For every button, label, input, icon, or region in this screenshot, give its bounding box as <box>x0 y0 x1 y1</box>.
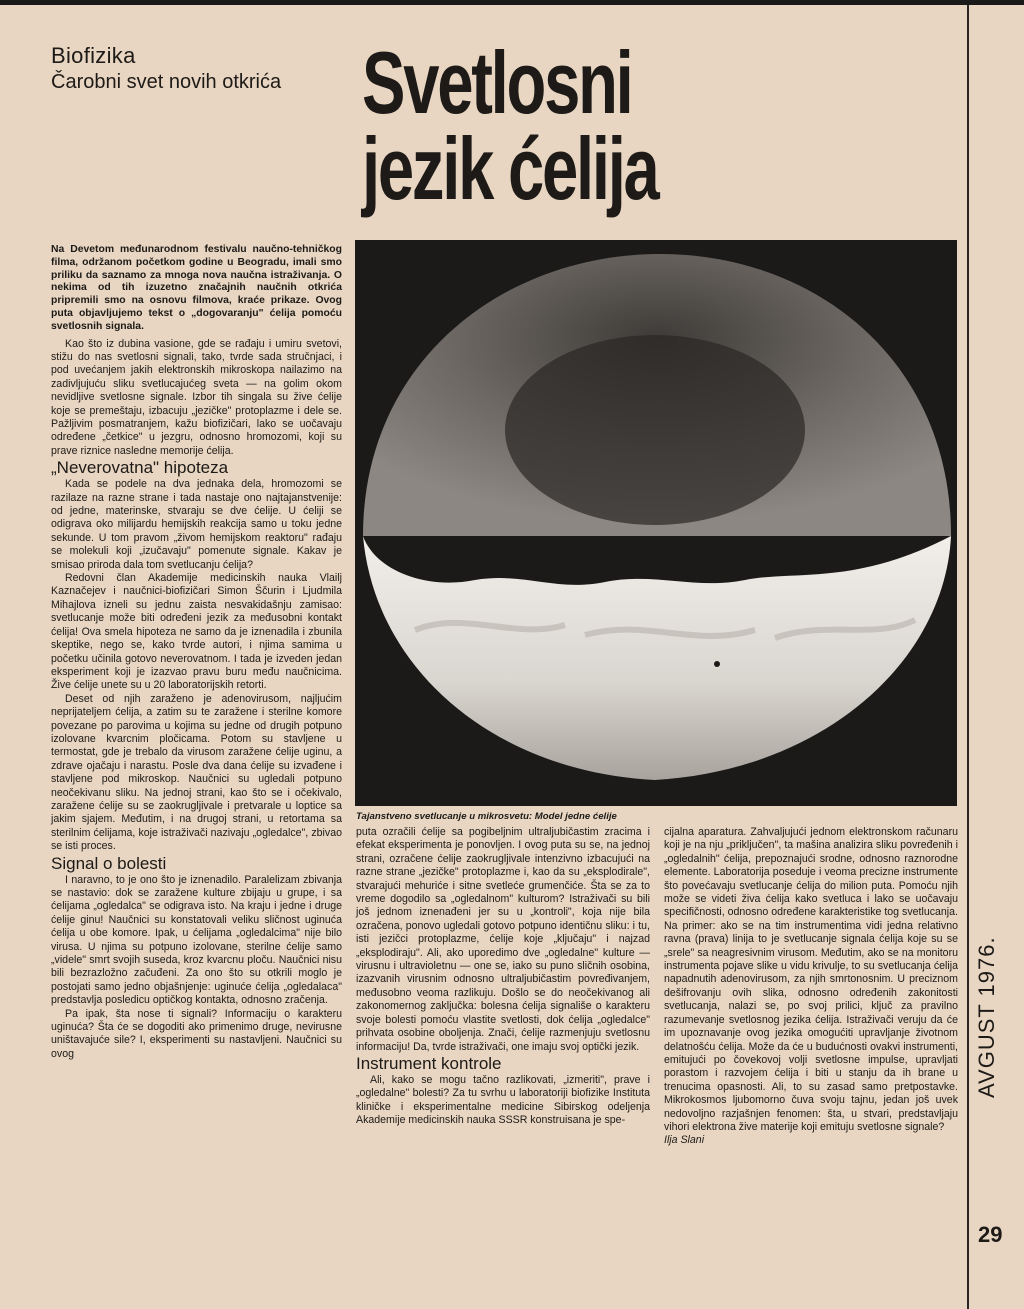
paragraph: I naravno, to je ono što je iznenadilo. Paralelizam zbivanja se nastavio: dok se zaražene kulture zbijaju u grupe, i sa ćelijama „ogledalca" se odigrava isto. Na kraju i jedne i druge ćelije ginu! Naučnici su konstatovali veliku sličnost uginuća ćelija u obe komore. Ipak, u ćelijama „ogledalcima" nije bilo virusa. U njima su potpuno izolovane, sterilne ćelije samo „videle" smrt svojih suseda, kroz kvarcnu ploču. Naučnici nisu bili bezrazložno začuđeni. Za ono što su otkrili moglo je postojati samo jedno objašnjenje: uginuće ćelija „ogledalaca" predstavlja posledicu optičkog kontakta, odnosno zračenja. <box>51 873 342 1007</box>
column-1 <box>51 244 342 1061</box>
cell-photo <box>355 240 957 806</box>
section-rubric: Biofizika <box>51 43 136 68</box>
photo-caption: Tajanstveno svetlucanje u mikrosvetu: Model jedne ćelije <box>356 811 617 822</box>
article-headline <box>362 33 673 218</box>
paragraph: Redovni član Akademije medicinskih nauka Vlailj Kaznačejev i naučnici-biofizičari Simon Ščurin i Ljudmila Mihajlova izneli su jednu zaista nesvakidašnju zamisao: svetlucanje može biti određeni jezik za međusobni kontakt ćelija! Ova smela hipoteza ne samo da je iznenadila i zbunila skeptike, nego se, kako tvrde autori, i njima samima u početku učinila gotovo neverovatnom. I tada je izveden jedan eksperiment koji je izazvao pravu buru među naučnicima. Žive ćelije unete su u 20 laboratorijskih retorti. <box>51 572 342 692</box>
top-edge <box>0 0 1024 5</box>
issue-date: AVGUST 1976. <box>974 936 999 1098</box>
section-subrubric: Čarobni svet novih otkrića <box>51 71 282 93</box>
headline-line-2: jezik ćelija <box>362 119 658 218</box>
column-rule <box>967 5 969 1309</box>
subheading: Signal o bolesti <box>51 853 167 873</box>
paragraph: Pa ipak, šta nose ti signali? Informaciju o karakteru uginuća? Šta će se dogoditi ako primenimo druge, nevirusne uništavajuće sile? I, eksperimenti su nastavljeni. Naučnici su ovog <box>51 1007 342 1060</box>
headline-line-1: Svetlosni <box>362 33 632 132</box>
author-signature: Ilja Slani <box>664 1134 705 1147</box>
cell-photo-illustration <box>355 240 957 806</box>
paragraph: Kao što iz dubina vasione, gde se rađaju i umiru svetovi, stižu do nas svetlosni signali, tako, tvrde sada stručnjaci, i pod uvećanjem jakih elektronskih mikroskopa nailazimo na zadivljujuću sliku svetlucajućeg sveta — na golim okom nevidljive svetlosne signale. Izbor tih singala su žive ćelije koje se premeštaju, izbacuju „jezičke" protoplazme i dele se. Pažljivim posmatranjem, kažu biofizičari, lako se uočavaju određene „četkice" u jezgru, odnosno hromozomi, koji su prave riznice nasledne memorije ćelija. <box>51 337 342 457</box>
subheading: „Neverovatna" hipoteza <box>51 458 229 478</box>
paragraph: puta ozračili ćelije sa pogibeljnim ultraljubičastim zracima i efekat eksperimenta je ponovljen. I ovog puta su se, na jednoj strani, ozračene ćelije zaokrugljivale intenzivno izbacujući na razne strane „jezičke" protoplazme i, kao da su „eksplodirale", stvarajući mehuriće i sitne svetleće grumenčiće. Šta se za to vreme dogodilo sa „ogledalnom" kulturom? Istraživači su bili još jednom iznenađeni jer su u „kontroli", koja nije bila ozračena, ponovo ugledali gotovo potpuno identičnu sliku: i tu, isti jezičci protoplazme, ćelije koje „ključaju" i najzad „eksplodiraju". Ali, ako uporedimo dve „ogledalne" kulture — virusnu i ultravioletnu — one se, iako su puno sličnih osobina, izazvanih virusnim odnosno ultraljubičastim povređivanjem, međusobno veoma razlikuju. Došlo se do neočekivanog ali zakonomernog zaključka: bolesna ćelija signališe o karakteru svoje bolesti pomoću vlastite svetlosti, dok ćelija „ogledalce" prihvata osobine oboljenja. Znači, ćelije razmenjuju svetlosnu informaciju! Da, tvrde istraživači, one imaju svoj optički jezik. <box>356 826 650 1053</box>
column-2 <box>356 826 650 1128</box>
column-3 <box>664 826 958 1148</box>
paragraph: Kada se podele na dva jednaka dela, hromozomi se razilaze na razne strane i tada nastaje ono najtajanstvenije: od jedne, materinske, stvaraju se dve ćelije. U ćeliji se odigrava oko milijardu hemijskih reakcija samo u toku jedne sekunde. U tom pravom „živom hemijskom reaktoru" rađaju se molekuli koji „izučavaju" pomenute signale. Kakav je smisao priroda dala tom svetlucanju ćelija? <box>51 478 342 571</box>
page-number: 29 <box>978 1222 1003 1247</box>
paragraph: cijalna aparatura. Zahvaljujući jednom elektronskom računaru koji je na nju „priključen", ta mašina analizira sliku povređenih i „ogledalnih" ćelija, prepoznajući srodne, odnosno raznorodne elemente. Laboratorija poseduje i veoma precizne instrumente što povećavaju svetlucanje ćelija do milion puta. Pomoću njih može se videti živa ćelija kako svetluca i lako se uočavaju specifičnosti, odnosno određene karakteristike tog svetlucanja. Na primer: ako se na tim instrumentima vidi jedna relativno ravna (prava) linija to je svetlucanje signala ćelija koje su se „srele" sa neagresivnim virusom. Međutim, ako se na monitoru instrumenta pojave slike u vidu krivulje, to su svetlucanja ćelija napadnutih adenovirusom, za njih smrtonosnim. U preciznom dešifrovanju ovih slika, odnosno određenih zakonitosti svetlucanja, nalazi se, po svoj prilici, ključ za pravilno razumevanje svetlosnog jezika ćelija. Istraživači veruju da će im upoznavanje ovog jezika omogućiti upravljanje životnom delatnošću ćelija. Može da će u budućnosti ovakvi instrumenti, emitujući po čovekovoj volji svetlosne impulse, upravljati porastom i razvojem ćelija i biti u stanju da ih brane u trenucima opasnosti. Ali, to su zasad samo pretpostavke. Mikrokosmos ljubomorno čuva svoju tajnu, jedan još uvek nedovoljno razjašnjen fenomen: šta, u stvari, predstavljaju vihori elektrona žive materije koji emituju svetlosne signale? <box>664 826 958 1133</box>
subheading: Instrument kontrole <box>356 1053 502 1073</box>
paragraph: Deset od njih zaraženo je adenovirusom, najljućim neprijateljem ćelija, a zatim su te zaražene i sterilne komore povezane po parovima u kojima su jedne od drugih potpuno izolovane kvarcnim pločicama. Potom su stavljene u termostat, gde je trebalo da virusom zaražene ćelije uginu, a zdrave ojačaju i narastu. Posle dva dana ćelije su izvađene i stavljene pod mikroskop. Naučnici su ugledali potpuno neočekivanu sliku. Na jednoj strani, kao što se i očekivalo, zaražene ćelije su se zaokrugljivale i pretvarale u loptice sa jakim sjajem. Međutim, i na drugoj strani, u retortama sa sterilnim ćelijama, koje istraživači nazivaju „ogledalce", zbivao se isti proces. <box>51 692 342 853</box>
paragraph: Ali, kako se mogu tačno razlikovati, „izmeriti", prave i „ogledalne" bolesti? Za tu svrhu u laboratoriji biofizike Instituta kliničke i eksperimentalne medicine Sibirskog odeljenja Akademije medicinskih nauka SSSR konstruisana je spe- <box>356 1073 650 1127</box>
lead-paragraph: Na Devetom međunarodnom festivalu naučno-tehničkog filma, održanom početkom godine u Beogradu, imali smo priliku da saznamo za mnoga nova naučna istraživanja. O nekima od tih izuzetno značajnih naučnih otkrića pripremili smo na osnovu filmova, kraće prikaze. Ovog puta objavljujemo tekst o „dogovaranju" ćelija pomoću svetlosnih signala. <box>51 244 342 332</box>
